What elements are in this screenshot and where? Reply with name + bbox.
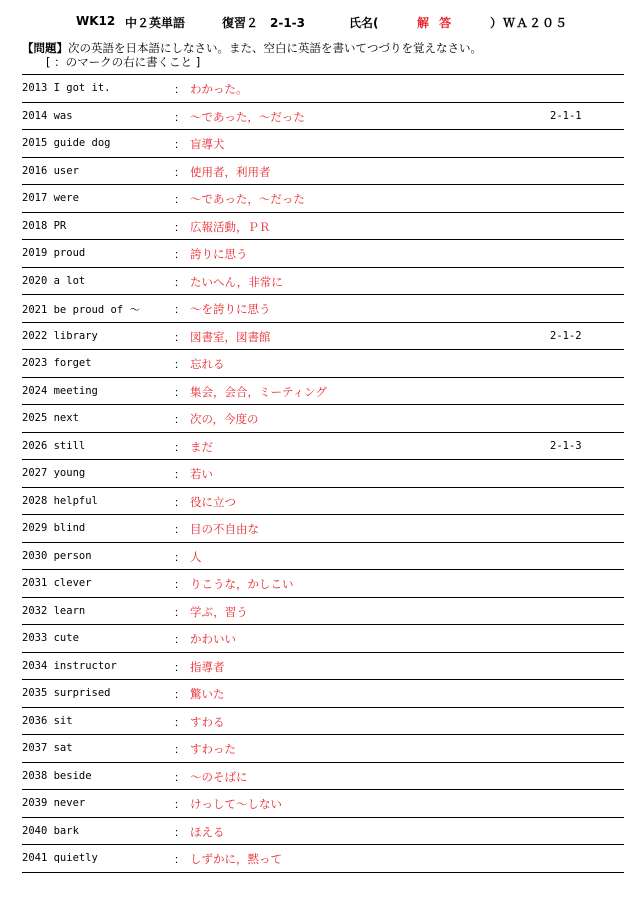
colon-separator: ： <box>174 110 185 124</box>
vocab-row <box>22 735 624 763</box>
vocabulary-table <box>22 74 624 873</box>
vocab-row <box>22 625 624 653</box>
vocab-answer: 盲導犬 <box>190 137 225 151</box>
instructions-line1: 次の英語を日本語にしなさい。また、空白に英語を書いてつづりを覚えなさい。 <box>68 41 482 55</box>
colon-separator: ： <box>174 165 185 179</box>
vocab-answer: ほえる <box>190 824 225 839</box>
vocab-row <box>22 405 624 433</box>
vocab-answer: 人 <box>190 549 202 564</box>
worksheet-code: WK12 <box>76 14 116 28</box>
vocab-term: 2020 a lot <box>22 274 86 287</box>
colon-separator: ： <box>174 523 185 536</box>
vocab-row <box>22 790 624 818</box>
vocab-row <box>22 653 624 681</box>
vocab-term: 2015 guide dog <box>22 137 111 149</box>
vocab-term: 2029 blind <box>22 522 86 534</box>
vocab-term: 2013 I got it. <box>22 82 111 94</box>
vocab-row <box>22 158 624 186</box>
vocab-answer: けっして～しない <box>190 797 282 811</box>
colon-separator: ： <box>174 715 185 729</box>
colon-separator: ： <box>174 138 185 151</box>
vocab-answer: まだ <box>190 439 213 454</box>
vocab-answer: すわる <box>190 714 225 729</box>
vocab-term: 2024 meeting <box>22 384 98 397</box>
vocab-row <box>22 845 624 873</box>
vocab-answer: わかった。 <box>190 82 248 96</box>
vocab-row <box>22 103 624 131</box>
colon-separator: ： <box>174 330 185 344</box>
vocab-answer: しずかに，黙って <box>190 852 282 866</box>
vocab-answer: 役に立つ <box>190 494 236 509</box>
vocab-row <box>22 213 624 241</box>
vocab-answer: 若い <box>190 467 213 481</box>
section-label: 2-1-2 <box>550 329 582 342</box>
vocab-row <box>22 240 624 268</box>
section-label: 2-1-3 <box>550 439 582 452</box>
colon-separator: ： <box>174 468 185 481</box>
vocab-term: 2022 library <box>22 329 98 342</box>
vocab-term: 2017 were <box>22 192 79 204</box>
vocab-term: 2034 instructor <box>22 659 117 672</box>
sheet-code: ）ＷＡ２０５ <box>490 16 569 30</box>
vocab-answer: すわった <box>190 742 236 756</box>
vocab-row <box>22 818 624 846</box>
vocab-row <box>22 185 624 213</box>
vocab-answer: 図書室，図書館 <box>190 329 271 344</box>
vocab-answer: 指導者 <box>190 659 225 674</box>
vocab-term: 2035 surprised <box>22 687 111 699</box>
vocab-answer: 集会，会合，ミーティング <box>190 384 327 399</box>
vocab-term: 2036 sit <box>22 714 73 727</box>
vocab-term: 2033 cute <box>22 632 79 644</box>
colon-separator: ： <box>174 578 185 591</box>
course-title: 中２英単語 <box>125 16 186 30</box>
instructions-tag: 【問題】 <box>22 41 68 55</box>
section-label: 2-1-1 <box>550 109 582 122</box>
unit-label: 復習２ 2-1-3 <box>222 16 306 30</box>
vocab-term: 2026 still <box>22 439 86 452</box>
instructions-line2: [ ：のマークの右に書くこと ] <box>46 55 201 69</box>
vocab-term: 2040 bark <box>22 824 79 837</box>
colon-separator: ： <box>174 605 185 619</box>
vocab-row <box>22 488 624 516</box>
vocab-row <box>22 708 624 736</box>
colon-separator: ： <box>174 275 185 289</box>
colon-separator: ： <box>174 358 185 371</box>
vocab-row <box>22 680 624 708</box>
vocab-row <box>22 378 624 406</box>
colon-separator: ： <box>174 303 185 316</box>
vocab-row <box>22 268 624 296</box>
vocab-row <box>22 515 624 543</box>
vocab-row <box>22 323 624 351</box>
colon-separator: ： <box>174 660 185 674</box>
answer-label: 解 答 <box>417 16 455 30</box>
vocab-answer: たいへん，非常に <box>190 274 283 289</box>
worksheet-header <box>0 14 640 32</box>
vocab-row <box>22 570 624 598</box>
vocab-answer: ～のそばに <box>190 769 248 784</box>
vocab-term: 2016 user <box>22 164 79 177</box>
vocab-term: 2021 be proud of ～ <box>22 304 140 316</box>
name-label: 氏名( <box>349 16 379 30</box>
vocab-term: 2025 next <box>22 412 79 424</box>
colon-separator: ： <box>174 633 185 646</box>
colon-separator: ： <box>174 770 185 784</box>
vocab-answer: 学ぶ，習う <box>190 604 248 619</box>
vocab-row <box>22 460 624 488</box>
colon-separator: ： <box>174 193 185 206</box>
vocab-row <box>22 598 624 626</box>
vocab-answer: 驚いた <box>190 687 225 701</box>
vocab-answer: かわいい <box>190 632 236 646</box>
vocab-answer: 使用者，利用者 <box>190 164 271 179</box>
vocab-term: 2032 learn <box>22 604 86 617</box>
vocab-term: 2039 never <box>22 797 86 809</box>
vocab-term: 2037 sat <box>22 742 73 754</box>
colon-separator: ： <box>174 495 185 509</box>
colon-separator: ： <box>174 825 185 839</box>
vocab-row <box>22 433 624 461</box>
colon-separator: ： <box>174 853 185 866</box>
colon-separator: ： <box>174 83 185 96</box>
vocab-term: 2031 clever <box>22 577 92 589</box>
vocab-term: 2028 helpful <box>22 494 98 507</box>
vocab-term: 2038 beside <box>22 769 92 782</box>
colon-separator: ： <box>174 798 185 811</box>
vocab-answer: 忘れる <box>190 357 225 371</box>
vocab-answer: 目の不自由な <box>190 522 259 536</box>
instructions <box>22 41 482 55</box>
vocab-row <box>22 543 624 571</box>
colon-separator: ： <box>174 385 185 399</box>
vocab-answer: 広報活動，ＰＲ <box>190 219 271 234</box>
vocab-term: 2041 quietly <box>22 852 98 864</box>
vocab-answer: ～であった，～だった <box>190 192 305 206</box>
vocab-term: 2027 young <box>22 467 86 479</box>
vocab-term: 2014 was <box>22 109 73 122</box>
colon-separator: ： <box>174 248 185 261</box>
vocab-term: 2018 PR <box>22 219 67 232</box>
vocab-row <box>22 74 624 103</box>
vocab-row <box>22 130 624 158</box>
vocab-term: 2030 person <box>22 549 92 562</box>
vocab-answer: 次の，今度の <box>190 412 259 426</box>
vocab-term: 2023 forget <box>22 357 92 369</box>
vocab-answer: ～であった，～だった <box>190 109 305 124</box>
colon-separator: ： <box>174 220 185 234</box>
colon-separator: ： <box>174 743 185 756</box>
colon-separator: ： <box>174 550 185 564</box>
vocab-answer: りこうな，かしこい <box>190 577 294 591</box>
vocab-row <box>22 350 624 378</box>
colon-separator: ： <box>174 440 185 454</box>
vocab-row <box>22 295 624 323</box>
vocab-answer: 誇りに思う <box>190 247 248 261</box>
vocab-row <box>22 763 624 791</box>
colon-separator: ： <box>174 413 185 426</box>
vocab-term: 2019 proud <box>22 247 86 259</box>
colon-separator: ： <box>174 688 185 701</box>
vocab-answer: ～を誇りに思う <box>190 302 271 316</box>
